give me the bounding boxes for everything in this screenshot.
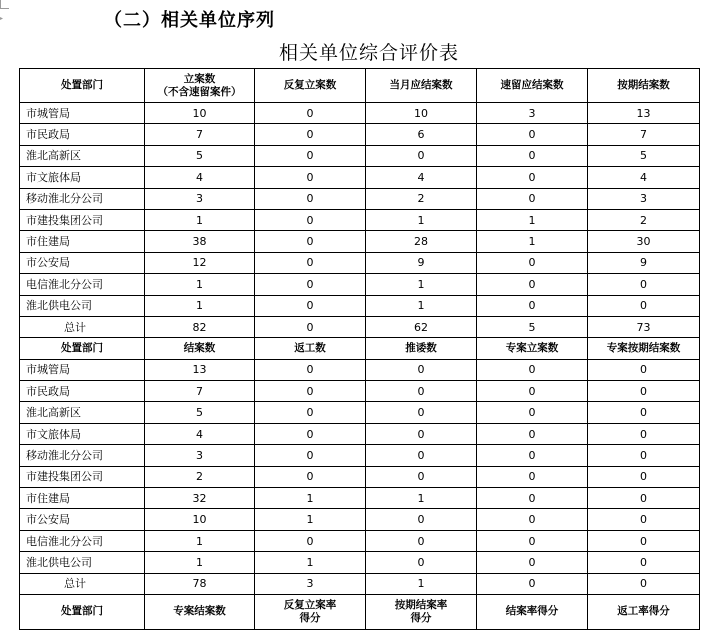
- department-cell: 淮北供电公司: [20, 552, 145, 573]
- value-cell: 10: [145, 103, 255, 124]
- column-header: 按期结案数: [588, 69, 700, 103]
- value-cell: 1: [477, 209, 588, 230]
- value-cell: 9: [366, 252, 477, 273]
- value-cell: 0: [588, 359, 700, 380]
- value-cell: 0: [255, 445, 366, 466]
- value-cell: 0: [255, 231, 366, 252]
- value-cell: 1: [366, 573, 477, 594]
- table-row: [20, 402, 700, 423]
- value-cell: 12: [145, 252, 255, 273]
- value-cell: 0: [477, 402, 588, 423]
- table-row: [20, 445, 700, 466]
- department-cell: 市民政局: [20, 381, 145, 402]
- value-cell: 0: [255, 188, 366, 209]
- department-cell: 市城管局: [20, 359, 145, 380]
- value-cell: 0: [477, 295, 588, 316]
- value-cell: 1: [145, 209, 255, 230]
- table-row: [20, 488, 700, 509]
- value-cell: 0: [255, 209, 366, 230]
- column-header: 返工率得分: [588, 594, 700, 629]
- value-cell: 0: [477, 167, 588, 188]
- value-cell: 0: [366, 552, 477, 573]
- value-cell: 82: [145, 316, 255, 337]
- table-row: [20, 103, 700, 124]
- header-row: [20, 69, 700, 103]
- column-header: 按期结案率 得分: [366, 594, 477, 629]
- value-cell: 10: [145, 509, 255, 530]
- value-cell: 7: [145, 124, 255, 145]
- department-cell: 市民政局: [20, 124, 145, 145]
- department-cell: 市住建局: [20, 231, 145, 252]
- value-cell: 0: [255, 466, 366, 487]
- department-cell: 电信淮北分公司: [20, 274, 145, 295]
- table-title: 相关单位综合评价表: [279, 42, 460, 64]
- column-header: 结案率得分: [477, 594, 588, 629]
- value-cell: 0: [255, 381, 366, 402]
- side-arrow-icon: ▸: [0, 15, 4, 22]
- column-header: 速留应结案数: [477, 69, 588, 103]
- column-header: 处置部门: [20, 594, 145, 629]
- column-header: 反复立案率 得分: [255, 594, 366, 629]
- table-row: [20, 124, 700, 145]
- value-cell: 0: [588, 274, 700, 295]
- value-cell: 13: [588, 103, 700, 124]
- table-row: [20, 274, 700, 295]
- value-cell: 2: [366, 188, 477, 209]
- value-cell: 0: [255, 274, 366, 295]
- value-cell: 73: [588, 316, 700, 337]
- value-cell: 0: [366, 445, 477, 466]
- table-row: [20, 552, 700, 573]
- total-row: [20, 316, 700, 337]
- table-row: [20, 295, 700, 316]
- table-row: [20, 359, 700, 380]
- value-cell: 13: [145, 359, 255, 380]
- department-cell: 淮北高新区: [20, 402, 145, 423]
- value-cell: 0: [477, 466, 588, 487]
- header-row: [20, 594, 700, 629]
- total-row: [20, 573, 700, 594]
- value-cell: 1: [366, 488, 477, 509]
- value-cell: 62: [366, 316, 477, 337]
- value-cell: 10: [366, 103, 477, 124]
- table-row: [20, 381, 700, 402]
- value-cell: 0: [588, 402, 700, 423]
- column-header: 立案数 （不含速留案件）: [145, 69, 255, 103]
- value-cell: 0: [588, 488, 700, 509]
- value-cell: 1: [145, 295, 255, 316]
- value-cell: 1: [145, 530, 255, 551]
- column-header: 专案按期结案数: [588, 338, 700, 359]
- value-cell: 0: [255, 124, 366, 145]
- value-cell: 0: [255, 423, 366, 444]
- department-cell: 市公安局: [20, 509, 145, 530]
- value-cell: 0: [477, 488, 588, 509]
- department-cell: 移动淮北分公司: [20, 445, 145, 466]
- value-cell: 0: [255, 103, 366, 124]
- department-cell: 市公安局: [20, 252, 145, 273]
- value-cell: 0: [588, 445, 700, 466]
- value-cell: 1: [477, 231, 588, 252]
- value-cell: 0: [477, 445, 588, 466]
- table-row: [20, 252, 700, 273]
- value-cell: 28: [366, 231, 477, 252]
- value-cell: 1: [366, 274, 477, 295]
- value-cell: 0: [588, 530, 700, 551]
- column-header: 返工数: [255, 338, 366, 359]
- value-cell: 0: [255, 145, 366, 166]
- table-row: [20, 188, 700, 209]
- department-cell: 市建投集团公司: [20, 209, 145, 230]
- value-cell: 1: [145, 552, 255, 573]
- column-header: 当月应结案数: [366, 69, 477, 103]
- value-cell: 5: [145, 145, 255, 166]
- value-cell: 0: [366, 381, 477, 402]
- value-cell: 4: [145, 423, 255, 444]
- section-heading: （二）相关单位序列: [104, 10, 275, 31]
- column-header: 结案数: [145, 338, 255, 359]
- value-cell: 0: [477, 145, 588, 166]
- department-cell: 淮北供电公司: [20, 295, 145, 316]
- value-cell: 0: [255, 295, 366, 316]
- value-cell: 0: [255, 359, 366, 380]
- value-cell: 78: [145, 573, 255, 594]
- value-cell: 0: [588, 466, 700, 487]
- value-cell: 0: [477, 252, 588, 273]
- value-cell: 0: [366, 466, 477, 487]
- value-cell: 0: [366, 402, 477, 423]
- value-cell: 0: [588, 381, 700, 402]
- value-cell: 1: [255, 552, 366, 573]
- department-cell: 市文旅体局: [20, 167, 145, 188]
- value-cell: 1: [366, 209, 477, 230]
- value-cell: 3: [588, 188, 700, 209]
- column-header: 推诿数: [366, 338, 477, 359]
- department-cell: 移动淮北分公司: [20, 188, 145, 209]
- department-cell: 总计: [20, 573, 145, 594]
- value-cell: 0: [366, 530, 477, 551]
- value-cell: 0: [255, 530, 366, 551]
- corner-crop-mark: [0, 0, 9, 9]
- value-cell: 4: [588, 167, 700, 188]
- value-cell: 0: [588, 573, 700, 594]
- value-cell: 0: [366, 359, 477, 380]
- value-cell: 0: [255, 402, 366, 423]
- value-cell: 0: [255, 252, 366, 273]
- value-cell: 0: [366, 509, 477, 530]
- table-row: [20, 423, 700, 444]
- column-header: 处置部门: [20, 338, 145, 359]
- column-header: 处置部门: [20, 69, 145, 103]
- table-row: [20, 209, 700, 230]
- value-cell: 7: [588, 124, 700, 145]
- value-cell: 0: [255, 316, 366, 337]
- department-cell: 总计: [20, 316, 145, 337]
- value-cell: 1: [255, 509, 366, 530]
- column-header: 反复立案数: [255, 69, 366, 103]
- evaluation-table: [19, 68, 700, 630]
- column-header: 专案结案数: [145, 594, 255, 629]
- value-cell: 6: [366, 124, 477, 145]
- table-row: [20, 145, 700, 166]
- value-cell: 0: [477, 359, 588, 380]
- value-cell: 0: [477, 423, 588, 444]
- value-cell: 0: [588, 423, 700, 444]
- department-cell: 市文旅体局: [20, 423, 145, 444]
- value-cell: 3: [255, 573, 366, 594]
- value-cell: 4: [366, 167, 477, 188]
- value-cell: 1: [255, 488, 366, 509]
- value-cell: 0: [366, 145, 477, 166]
- value-cell: 5: [145, 402, 255, 423]
- value-cell: 5: [588, 145, 700, 166]
- column-header: 专案立案数: [477, 338, 588, 359]
- value-cell: 0: [477, 552, 588, 573]
- value-cell: 0: [477, 381, 588, 402]
- value-cell: 1: [145, 274, 255, 295]
- department-cell: 淮北高新区: [20, 145, 145, 166]
- value-cell: 0: [477, 509, 588, 530]
- value-cell: 32: [145, 488, 255, 509]
- value-cell: 0: [477, 573, 588, 594]
- department-cell: 市城管局: [20, 103, 145, 124]
- value-cell: 38: [145, 231, 255, 252]
- table-row: [20, 466, 700, 487]
- table-row: [20, 167, 700, 188]
- value-cell: 0: [477, 124, 588, 145]
- value-cell: 3: [477, 103, 588, 124]
- table-row: [20, 231, 700, 252]
- table-row: [20, 530, 700, 551]
- value-cell: 0: [366, 423, 477, 444]
- value-cell: 0: [588, 509, 700, 530]
- value-cell: 9: [588, 252, 700, 273]
- value-cell: 0: [477, 274, 588, 295]
- value-cell: 2: [588, 209, 700, 230]
- table-row: [20, 509, 700, 530]
- value-cell: 7: [145, 381, 255, 402]
- value-cell: 0: [588, 295, 700, 316]
- value-cell: 3: [145, 445, 255, 466]
- value-cell: 2: [145, 466, 255, 487]
- value-cell: 0: [477, 188, 588, 209]
- department-cell: 电信淮北分公司: [20, 530, 145, 551]
- value-cell: 1: [366, 295, 477, 316]
- value-cell: 0: [477, 530, 588, 551]
- value-cell: 30: [588, 231, 700, 252]
- value-cell: 0: [588, 552, 700, 573]
- header-row: [20, 338, 700, 359]
- department-cell: 市住建局: [20, 488, 145, 509]
- department-cell: 市建投集团公司: [20, 466, 145, 487]
- value-cell: 4: [145, 167, 255, 188]
- value-cell: 0: [255, 167, 366, 188]
- value-cell: 3: [145, 188, 255, 209]
- value-cell: 5: [477, 316, 588, 337]
